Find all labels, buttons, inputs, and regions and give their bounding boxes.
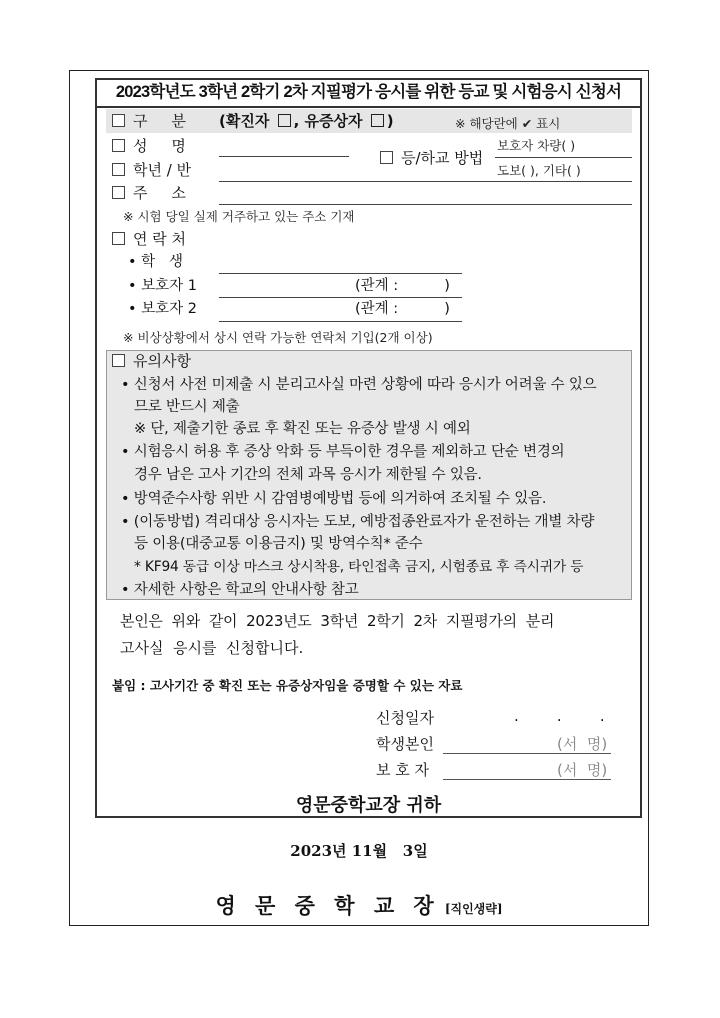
form-title: 2023학년도 3학년 2학기 2차 지필평가 응시를 위한 등교 및 시험응시 신청서 xyxy=(95,78,642,108)
issuer-block xyxy=(69,890,649,920)
guardian-sign-placeholder: (서 명) xyxy=(557,761,608,779)
option-confirmed-label: 확진자 xyxy=(225,112,270,130)
notice-line: 경우 남은 고사 기간의 전체 과목 응시가 제한될 수 있음. xyxy=(134,467,482,483)
seal-omitted-note: [직인생략] xyxy=(444,902,503,916)
contact-note: ※ 비상상황에서 상시 연락 가능한 연락처 기입(2개 이상) xyxy=(123,330,433,345)
option-confirmed-checkbox[interactable] xyxy=(278,114,291,127)
contact-guardian1-label: • 보호자 1 xyxy=(128,278,198,294)
grade-class-checkbox[interactable] xyxy=(112,163,125,176)
declaration-line-1: 본인은 위와 같이 2023년도 3학년 2학기 2차 지필평가의 분리 xyxy=(120,612,555,630)
commute-checkbox[interactable] xyxy=(380,151,393,164)
contact-row xyxy=(112,229,186,249)
grade-class-input-line[interactable] xyxy=(219,181,632,182)
contact-guardian2-input-line[interactable] xyxy=(219,321,462,322)
notice-line: • (이동방법) 격리대상 응시자는 도보, 예방접종완료자가 운전하는 개별 차량 xyxy=(121,514,595,530)
notice-line: • 시험응시 허용 후 증상 악화 등 부득이한 경우를 제외하고 단순 변경의 xyxy=(121,444,565,460)
notice-line: • 방역준수사항 위반 시 감염병예방법 등에 의거하여 조치될 수 있음. xyxy=(121,491,547,507)
notice-line: • 신청서 사전 미제출 시 분리고사실 마련 상황에 따라 응시가 어려울 수 있으 xyxy=(121,377,597,393)
application-date-value[interactable]: . . . xyxy=(514,707,605,725)
name-input-line[interactable] xyxy=(219,156,349,157)
attachment-note: 붙임 : 고사기간 중 확진 또는 유증상자임을 증명할 수 있는 자료 xyxy=(112,678,463,693)
notice-line: 등 이용(대중교통 이용금지) 및 방역수칙* 준수 xyxy=(134,536,423,552)
student-sign-placeholder: (서 명) xyxy=(557,735,608,753)
name-checkbox[interactable] xyxy=(112,139,125,152)
notices-heading-row xyxy=(112,351,191,371)
issue-date: 2023년 11월 3일 xyxy=(290,842,428,860)
address-row xyxy=(112,183,186,203)
notices-checkbox xyxy=(112,354,125,367)
commute-divider xyxy=(495,157,632,158)
contact-guardian1-input-line[interactable] xyxy=(219,297,462,298)
notice-line: • 자세한 사항은 학교의 안내사항 참고 xyxy=(121,582,359,598)
commute-label: 등/하교 방법 xyxy=(401,149,484,167)
notices-heading: 유의사항 xyxy=(133,352,191,370)
address-label: 주 소 xyxy=(133,184,186,202)
option-symptomatic-checkbox[interactable] xyxy=(371,114,384,127)
addressee: 영문중학교장 귀하 xyxy=(295,795,442,816)
application-date-label: 신청일자 xyxy=(376,709,434,727)
guardian-sign-label: 보 호 자 xyxy=(376,761,430,779)
contact-label: 연 락 처 xyxy=(133,230,187,248)
contact-checkbox[interactable] xyxy=(112,232,125,245)
classification-checkbox[interactable] xyxy=(112,114,125,127)
notice-line: * KF94 동급 이상 마스크 상시착용, 타인접촉 금지, 시험종료 후 즉시귀가 등 xyxy=(134,559,584,575)
address-checkbox[interactable] xyxy=(112,186,125,199)
classification-hint: ※ 해당란에 ✔ 표시 xyxy=(455,116,561,131)
classification-label: 구 분 xyxy=(133,112,186,130)
option-symptomatic-label: 유증상자 xyxy=(304,112,363,130)
grade-class-row xyxy=(112,160,191,180)
contact-student-label: • 학 생 xyxy=(128,254,184,270)
contact-student-input-line[interactable] xyxy=(219,273,462,274)
grade-class-label: 학년 / 반 xyxy=(133,161,192,179)
address-note: ※ 시험 당일 실제 거주하고 있는 주소 기재 xyxy=(123,209,355,224)
student-sign-label: 학생본인 xyxy=(376,735,434,753)
notice-line: 므로 반드시 제출 xyxy=(134,399,240,415)
notice-line: ※ 단, 제출기한 종료 후 확진 또는 유증상 발생 시 예외 xyxy=(134,421,471,437)
guardian1-relation: (관계 : ) xyxy=(355,278,450,294)
contact-guardian2-label: • 보호자 2 xyxy=(128,301,198,317)
commute-row xyxy=(380,148,483,168)
classification-row xyxy=(112,111,186,131)
guardian2-relation: (관계 : ) xyxy=(355,301,450,317)
name-label: 성 명 xyxy=(133,137,186,155)
classification-options: (확진자 , 유증상자 ) xyxy=(219,112,394,130)
address-input-line[interactable] xyxy=(219,204,632,205)
name-row xyxy=(112,136,186,156)
commute-option-other: 도보( ), 기타( ) xyxy=(497,163,581,178)
declaration-line-2: 고사실 응시를 신청합니다. xyxy=(120,639,304,657)
issuer-name: 영 문 중 학 교 장 xyxy=(215,893,440,918)
commute-option-car: 보호자 차량( ) xyxy=(497,138,576,153)
